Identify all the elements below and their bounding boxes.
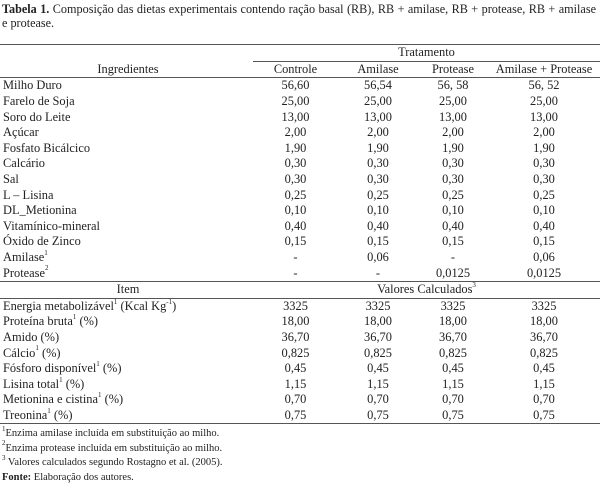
calculated-row	[0, 392, 600, 408]
header-protease: Protease	[418, 61, 488, 78]
ingredient-value: 0,40	[533, 218, 555, 233]
header-amilase-protease: Amilase + Protease	[488, 61, 600, 78]
ingredient-value: 56, 58	[437, 78, 469, 93]
calculated-row	[0, 361, 600, 377]
ingredient-name: Soro do Leite	[3, 109, 71, 124]
calculated-value: 1,15	[367, 376, 389, 391]
calculated-item-name: Lisina total$^1$ (%)	[3, 375, 85, 391]
ingredient-value: 0,15	[284, 234, 307, 249]
ingredient-name: Sal	[3, 172, 19, 187]
calculated-value: 0,75	[488, 408, 600, 424]
ingredient-name: Vitamínico-mineral	[3, 218, 100, 233]
ingredient-value: 0,25	[442, 187, 464, 202]
ingredient-value: 25,00	[530, 94, 558, 109]
ingredient-value: 0,06	[367, 250, 389, 265]
ingredient-value: 0,40	[284, 218, 307, 233]
calculated-value: 0,70	[442, 392, 464, 407]
ingredient-value: 0,30	[284, 156, 307, 171]
ingredient-value: 0,10	[442, 203, 464, 218]
ingredient-value: 1,90	[442, 140, 464, 155]
ingredient-row	[0, 203, 600, 219]
table-footnotes	[2, 424, 598, 485]
calculated-value: 18,00	[364, 314, 392, 329]
ingredient-row	[0, 265, 600, 281]
calc-header-row	[0, 281, 600, 298]
ingredient-value: 25,00	[439, 94, 467, 109]
ingredient-value: 0,40	[442, 218, 464, 233]
ingredient-value: 0,15	[442, 234, 464, 249]
ingredient-value: -	[338, 265, 418, 281]
ingredient-row	[0, 172, 600, 188]
calculated-value: 0,75	[253, 408, 338, 424]
ingredient-name: Protease$^2$	[0, 265, 253, 281]
caption-text: Composição das dietas experimentais contendo ração basal (RB), RB + amilase, RB + protease, RB + amilase e protease.	[2, 2, 596, 30]
header-columns-row	[0, 61, 600, 78]
ingredient-row	[0, 94, 600, 110]
calculated-row	[0, 330, 600, 346]
calculated-value: 0,75	[418, 408, 488, 424]
ingredient-value: 0,10	[367, 203, 389, 218]
calculated-value: 1,15	[442, 376, 464, 391]
ingredient-value: 13,00	[364, 109, 392, 124]
ingredient-name: Milho Duro	[3, 78, 62, 93]
ingredient-value: 56,60	[281, 78, 310, 93]
ingredient-value: 25,00	[364, 94, 392, 109]
calculated-value: 1,15	[533, 376, 555, 391]
ingredient-name: Açúcar	[3, 125, 39, 140]
calculated-value: 36,70	[364, 329, 392, 344]
ingredient-row	[0, 250, 600, 266]
calculated-row	[0, 298, 600, 314]
calculated-value: 3325	[440, 298, 466, 313]
ingredient-row	[0, 219, 600, 235]
ingredient-value: 0,30	[367, 172, 389, 187]
header-item: Item	[0, 281, 253, 298]
ingredient-value: 0,10	[284, 203, 307, 218]
calculated-item-name: Treonina$^1$ (%)	[0, 408, 253, 424]
caption-label: Tabela 1.	[2, 2, 50, 16]
header-tratamento: Tratamento	[253, 45, 600, 62]
ingredient-value: 0,30	[284, 172, 307, 187]
calculated-value: 3325	[283, 298, 308, 313]
ingredient-value: 2,00	[367, 125, 389, 140]
header-controle: Controle	[253, 61, 338, 78]
ingredient-name: L – Lisina	[3, 187, 54, 202]
footnote-1: $^1$Enzima amilase incluída em substituição ao milho.	[2, 424, 220, 439]
header-amilase: Amilase	[338, 61, 418, 78]
calculated-value: 18,00	[439, 314, 467, 329]
ingredient-row	[0, 234, 600, 250]
ingredient-name: Óxido de Zinco	[3, 234, 81, 249]
ingredient-name: Fosfato Bicálcico	[3, 140, 91, 155]
ingredient-row	[0, 125, 600, 141]
calculated-value: 3325	[531, 298, 557, 313]
calculated-value: 0,825	[364, 345, 392, 360]
ingredient-row	[0, 141, 600, 157]
ingredient-row	[0, 109, 600, 125]
ingredient-value: 0,40	[367, 218, 389, 233]
ingredient-value: 13,00	[281, 109, 310, 124]
source-note: Fonte: Elaboração dos autores.	[2, 471, 134, 483]
calculated-value: 0,70	[533, 392, 555, 407]
ingredient-value: 2,00	[284, 125, 307, 140]
ingredient-value: 56,54	[364, 78, 392, 93]
calculated-value: 0,45	[284, 361, 307, 376]
ingredient-value: 0,15	[533, 234, 555, 249]
calculated-row	[0, 376, 600, 392]
ingredient-value: 0,30	[442, 156, 464, 171]
ingredient-value: -	[450, 250, 456, 265]
ingredient-value: 0,15	[367, 234, 389, 249]
calculated-value: 0,70	[367, 392, 389, 407]
calculated-value: 36,70	[281, 329, 310, 344]
ingredient-value: 0,06	[533, 250, 555, 265]
ingredient-value: 0,0125	[488, 265, 600, 281]
calculated-item-name: Amido (%)	[3, 329, 60, 344]
ingredient-value: 25,00	[281, 94, 310, 109]
ingredient-value: 56, 52	[528, 78, 560, 93]
ingredient-value: 0,30	[533, 172, 555, 187]
ingredient-value: 2,00	[533, 125, 555, 140]
ingredient-value: 0,0125	[418, 265, 488, 281]
ingredient-value: 13,00	[530, 109, 558, 124]
calculated-value: 0,45	[533, 361, 555, 376]
calculated-value: 0,45	[367, 361, 389, 376]
ingredient-value: 0,30	[442, 172, 464, 187]
header-group-row	[0, 45, 600, 62]
calculated-row	[0, 408, 600, 424]
calculated-value: 0,70	[284, 392, 307, 407]
calculated-value: 0,825	[439, 345, 467, 360]
composition-table	[0, 44, 600, 424]
ingredient-value: 0,25	[284, 187, 307, 202]
ingredient-value: 1,90	[284, 140, 307, 155]
calculated-row	[0, 345, 600, 361]
calculated-item-name: Cálcio$^1$ (%)	[3, 344, 61, 360]
ingredient-value: 1,90	[367, 140, 389, 155]
ingredient-value: 0,30	[533, 156, 555, 171]
calculated-value: 36,70	[439, 329, 467, 344]
ingredient-row	[0, 78, 600, 94]
table-caption	[2, 2, 596, 30]
ingredient-value: -	[293, 250, 298, 265]
footnote-3: $^3$ Valores calculados segundo Rostagno et al. (2005).	[2, 453, 223, 469]
header-ingredientes: Ingredientes	[0, 61, 253, 78]
ingredient-value: 0,10	[533, 203, 555, 218]
calculated-value: 0,825	[530, 345, 558, 360]
calculated-value: 18,00	[530, 314, 558, 329]
calculated-item-name: Energia metabolizável$^1$ (Kcal $Kg^{-1}$)	[3, 297, 177, 313]
calculated-value: 18,00	[281, 314, 310, 329]
ingredient-value: 1,90	[533, 140, 555, 155]
calculated-value: 1,15	[284, 376, 307, 391]
calculated-value: 0,75	[338, 408, 418, 424]
ingredient-name: Calcário	[3, 156, 45, 171]
ingredient-value: 13,00	[439, 109, 467, 124]
footnote-2: $^2$Enzima protease incluída em substituição ao milho.	[2, 439, 223, 454]
calculated-value: 36,70	[530, 329, 558, 344]
ingredient-name: Amilase$^1$	[3, 248, 48, 265]
calculated-item-name: Fósforo disponível$^1$ (%)	[3, 360, 122, 376]
calculated-item-name: Metionina e cistina$^1$ (%)	[3, 391, 124, 407]
calculated-row	[0, 314, 600, 330]
calculated-value: 3325	[365, 298, 391, 313]
calculated-value: 0,45	[442, 361, 464, 376]
ingredient-name: Farelo de Soja	[3, 94, 75, 109]
ingredient-row	[0, 156, 600, 172]
ingredient-value: -	[253, 265, 338, 281]
ingredient-value: 0,30	[367, 156, 389, 171]
ingredient-value: 0,25	[367, 187, 389, 202]
ingredient-value: 0,25	[533, 187, 555, 202]
ingredient-value: 2,00	[442, 125, 464, 140]
ingredient-row	[0, 187, 600, 203]
ingredient-name: DL_Metionina	[3, 203, 77, 218]
header-valores-calculados: Valores Calculados$^3$	[253, 281, 600, 298]
calculated-item-name: Proteína bruta$^1$ (%)	[3, 313, 99, 329]
calculated-value: 0,825	[281, 345, 310, 360]
